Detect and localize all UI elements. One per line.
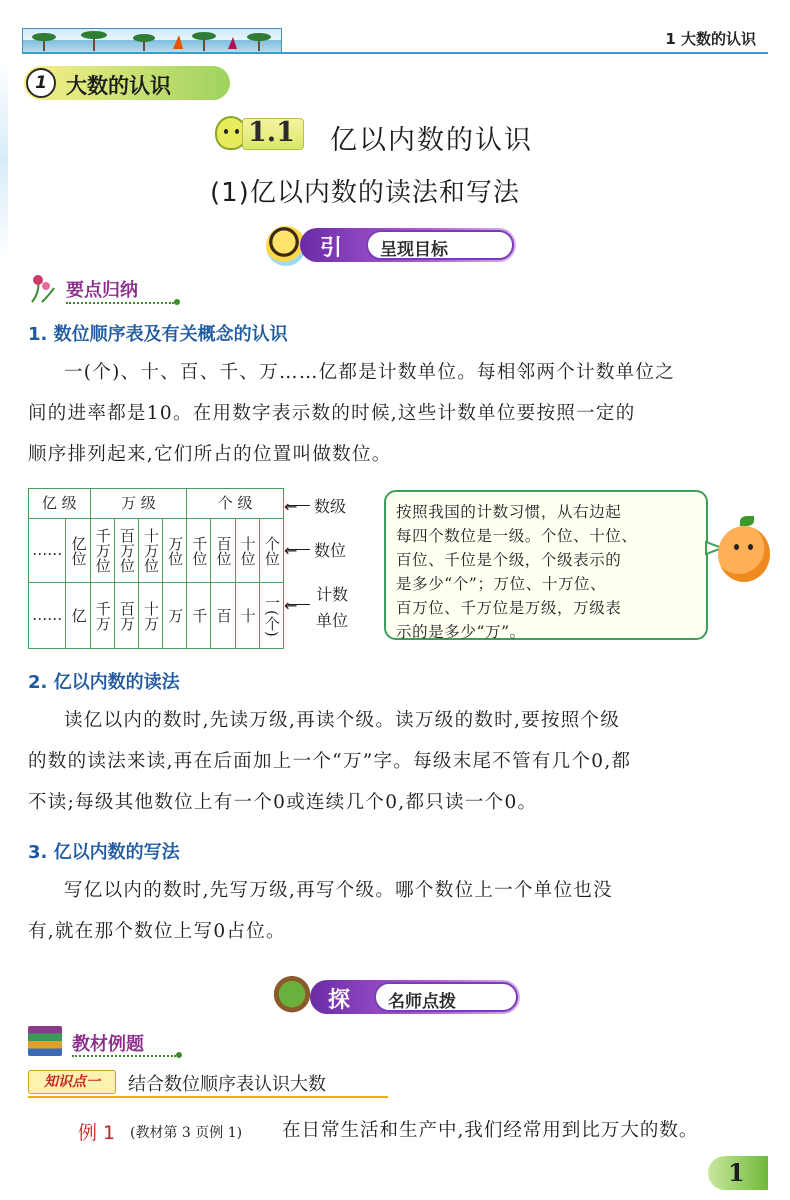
- subheading-2: 2. 亿以内数的读法: [28, 672, 180, 693]
- section-number: 1.1: [248, 117, 295, 148]
- subheading-3: 3. 亿以内数的写法: [28, 842, 180, 863]
- knowledge-point-underline: [28, 1096, 388, 1098]
- books-icon: [28, 1026, 62, 1056]
- orange-mascot-icon: [718, 526, 770, 582]
- table-unit-cell: 万: [163, 583, 187, 649]
- table-unit-cell: 百: [211, 583, 235, 649]
- knowledge-point-tag: 知识点一: [28, 1070, 116, 1094]
- place-value-table: [28, 488, 284, 649]
- table-digit-cell: ……: [29, 519, 66, 583]
- note-line: 每四个数位是一级。个位、十位、: [396, 527, 638, 545]
- page-number-tab: [708, 1156, 768, 1190]
- table-unit-cell: ……: [29, 583, 66, 649]
- table-unit-cell: 百万: [114, 583, 138, 649]
- page-edge-decoration: [0, 60, 8, 260]
- turtle-mascot-icon: [270, 970, 314, 1014]
- arrow-head: ←: [284, 497, 298, 516]
- paragraph-line: 的数的读法来读,再在后面加上一个“万”字。每级末尾不管有几个0,都: [28, 751, 632, 772]
- paragraph-line: 间的进率都是10。在用数字表示数的时候,这些计数单位要按照一定的: [28, 403, 636, 424]
- leaf-icon: [740, 516, 754, 526]
- section-title: 亿以内数的认识: [330, 125, 533, 156]
- paragraph-line: 顺序排列起来,它们所占的位置叫做数位。: [28, 444, 392, 465]
- explore-ribbon-char: 探: [328, 988, 351, 1013]
- table-digit-cell: 十位: [235, 519, 259, 583]
- table-level-cell: 亿 级: [29, 489, 91, 519]
- note-line: 按照我国的计数习惯，从右边起: [396, 503, 622, 521]
- subheading-1: 1. 数位顺序表及有关概念的认识: [28, 324, 288, 345]
- table-digit-cell: 千位: [187, 519, 211, 583]
- table-unit-cell: 一(个): [259, 583, 283, 649]
- label-digits: 数位: [314, 541, 347, 560]
- section-subtitle: (1)亿以内数的读法和写法: [210, 178, 520, 208]
- explore-ribbon-label: 名师点拨: [388, 992, 456, 1012]
- paragraph-line: 不读;每级其他数位上有一个0或连续几个0,都只读一个0。: [28, 792, 538, 813]
- table-digit-cell: 百万位: [114, 519, 138, 583]
- paragraph-line: 读亿以内的数时,先读万级,再读个级。读万级的数时,要按照个级: [64, 710, 621, 731]
- intro-ribbon-char: 引: [320, 236, 343, 261]
- table-digit-cell: 万位: [163, 519, 187, 583]
- chapter-title: 大数的认识: [66, 74, 171, 98]
- example-label: 例 1: [78, 1122, 116, 1144]
- paragraph-1: [28, 352, 778, 475]
- table-unit-cell: 千万: [90, 583, 114, 649]
- table-digit-cell: 十万位: [138, 519, 162, 583]
- paragraph-2: [28, 700, 778, 823]
- note-line: 百位、千位是个级，个级表示的: [396, 551, 622, 569]
- note-line: 百万位、千万位是万级，万级表: [396, 599, 622, 617]
- paragraph-3: [28, 870, 778, 952]
- note-line: 是多少“个”；万位、十万位、: [396, 575, 607, 593]
- running-title: 1 大数的认识: [665, 30, 756, 48]
- table-digit-cell: 亿位: [66, 519, 90, 583]
- table-unit-cell: 十万: [138, 583, 162, 649]
- header-rule: [22, 52, 768, 54]
- heading-underline-dot: [174, 299, 180, 305]
- heading-underline-dot: [176, 1052, 182, 1058]
- chapter-number: 1: [26, 68, 56, 98]
- knowledge-point-title: 结合数位顺序表认识大数: [128, 1074, 326, 1095]
- label-levels: 数级: [314, 497, 347, 516]
- table-unit-cell: 十: [235, 583, 259, 649]
- examples-heading: 教材例题: [72, 1034, 144, 1055]
- key-points-heading: 要点归纳: [66, 280, 138, 301]
- arrow-head: ←: [284, 541, 298, 560]
- heading-underline: [66, 302, 174, 304]
- paragraph-line: 有,就在那个数位上写0占位。: [28, 921, 286, 942]
- note-line: 示的是多少“万”。: [396, 623, 526, 641]
- table-unit-cell: 亿: [66, 583, 90, 649]
- heading-underline: [72, 1055, 176, 1057]
- table-level-cell: 个 级: [187, 489, 284, 519]
- flower-icon: [28, 274, 60, 304]
- paragraph-line: 一(个)、十、百、千、万……亿都是计数单位。每相邻两个计数单位之: [64, 362, 676, 383]
- table-digit-cell: 个位: [259, 519, 283, 583]
- table-level-cell: 万 级: [90, 489, 187, 519]
- table-digit-cell: 千万位: [90, 519, 114, 583]
- note-bubble: [384, 490, 708, 640]
- example-source: (教材第 3 页例 1): [130, 1125, 243, 1141]
- page-number: 1: [728, 1158, 745, 1187]
- table-unit-cell: 千: [187, 583, 211, 649]
- table-digit-cell: 百位: [211, 519, 235, 583]
- header-banner-illustration: [22, 28, 282, 54]
- example-text: 在日常生活和生产中,我们经常用到比万大的数。: [282, 1120, 699, 1141]
- intro-ribbon-label: 呈现目标: [380, 240, 448, 260]
- paragraph-line: 写亿以内的数时,先写万级,再写个级。哪个数位上一个单位也没: [64, 880, 613, 901]
- arrow-head: ←: [284, 596, 298, 615]
- label-units: 计数单位: [315, 585, 348, 630]
